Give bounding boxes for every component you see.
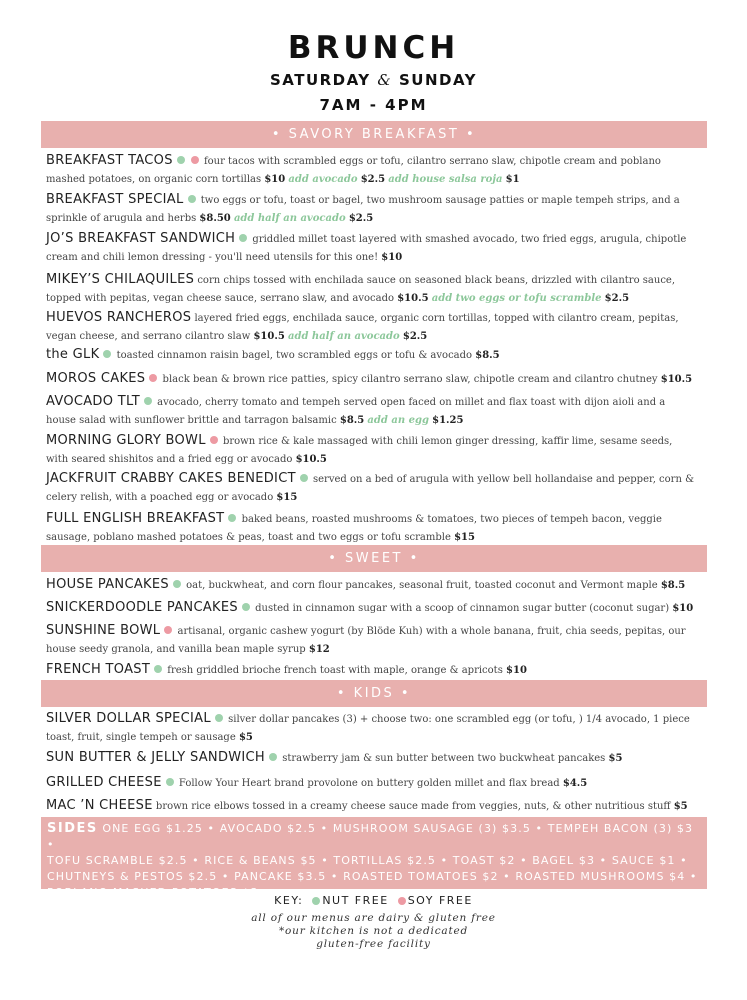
- item-name: JACKFRUIT CRABBY CAKES BENEDICT: [46, 471, 296, 486]
- item-description: corn chips tossed with enchilada sauce on seasoned black beans, drizzled with cilantro sauce, topped with pepitas, vegan cheese sauce, serrano slaw, and avocado: [46, 275, 676, 304]
- item-name: SILVER DOLLAR SPECIAL: [46, 711, 211, 726]
- item-name: MOROS CAKES: [46, 371, 146, 386]
- item-price: $15: [276, 491, 298, 503]
- menu-item-snickerdoodle-pancakes: [46, 599, 696, 618]
- item-name: SUN BUTTER & JELLY SANDWICH: [46, 750, 266, 765]
- item-price: $5: [608, 753, 623, 764]
- nut-free-icon: [177, 156, 185, 164]
- item-description: black bean & brown rice patties, spicy cilantro serrano slaw, chipotle cream and cilantro chutney: [162, 374, 658, 385]
- item-name: MORNING GLORY BOWL: [46, 433, 206, 448]
- item-name: SNICKERDOODLE PANCAKES: [46, 600, 238, 615]
- nut-free-icon: [144, 397, 152, 405]
- menu-item-french-toast: [46, 661, 696, 680]
- item-name: AVOCADO TLT: [46, 394, 140, 409]
- item-price: $10: [672, 603, 694, 614]
- item-description: served on a bed of arugula with yellow bell hollandaise and pepper, corn & celery relish, with a poached egg or avocado: [46, 474, 694, 503]
- soy-free-icon: [210, 436, 218, 444]
- item-name: BREAKFAST SPECIAL: [46, 192, 184, 207]
- sides-text: ONE EGG $1.25 • AVOCADO $2.5 • MUSHROOM SAUSAGE (3) $3.5 • TEMPEH BACON (3) $3 •: [47, 822, 694, 851]
- add-on-price: $2.5: [402, 330, 428, 342]
- item-price: $8.5: [339, 414, 365, 426]
- item-description: griddled millet toast layered with smashed avocado, two fried eggs, arugula, chipotle cream and chili lemon dressing - you'll need utensils for this one!: [46, 234, 687, 263]
- item-price: $8.5: [475, 350, 500, 361]
- add-on-label: add house salsa roja: [388, 173, 503, 185]
- menu-item-jos-breakfast-sandwich: [46, 230, 696, 266]
- item-name: MAC ’N CHEESE: [46, 798, 153, 813]
- item-name: FULL ENGLISH BREAKFAST: [46, 511, 225, 526]
- item-description: Follow Your Heart brand provolone on buttery golden millet and flax bread: [178, 778, 560, 789]
- add-on-label: add half an avocado: [233, 212, 346, 224]
- day-sunday: SUNDAY: [399, 71, 478, 89]
- item-name: HUEVOS RANCHEROS: [46, 310, 192, 325]
- day-saturday: SATURDAY: [269, 71, 371, 89]
- section-header-kids: • KIDS •: [41, 680, 707, 707]
- key-label: KEY:: [274, 894, 304, 907]
- add-on-label: add half an avocado: [287, 330, 400, 342]
- item-price: $10.5: [397, 292, 429, 304]
- menu-item-jackfruit-crabby-cakes: [46, 470, 696, 506]
- item-name: GRILLED CHEESE: [46, 775, 162, 790]
- item-description: four tacos with scrambled eggs or tofu, cilantro serrano slaw, chipotle cream and poblano mashed potatoes, on organic corn tortillas: [46, 156, 661, 185]
- nut-free-icon: [166, 778, 174, 786]
- menu-item-full-english-breakfast: [46, 510, 696, 546]
- item-description: silver dollar pancakes (3) + choose two: one scrambled egg (or tofu, ) 1/4 avocado, 1 piece toast, fruit, single tempeh or sausage: [46, 714, 690, 743]
- key-nut-free: NUT FREE: [322, 894, 389, 907]
- item-description: avocado, cherry tomato and tempeh served open faced on millet and flax toast with dijon aioli and a house salad with sunflower brittle and tarragon balsamic: [46, 397, 666, 426]
- menu-item-breakfast-tacos: [46, 152, 696, 188]
- item-description: strawberry jam & sun butter between two buckwheat pancakes: [282, 753, 606, 764]
- add-on-label: add avocado: [288, 173, 358, 185]
- menu-days: [0, 71, 747, 89]
- item-price: $10: [264, 173, 286, 185]
- nut-free-icon: [103, 350, 111, 358]
- item-price: $5: [238, 731, 253, 743]
- soy-free-icon: [149, 374, 157, 382]
- item-price: $8.5: [660, 580, 686, 591]
- add-on-label: add two eggs or tofu scramble: [431, 292, 602, 304]
- item-description: brown rice elbows tossed in a creamy cheese sauce made from veggies, nuts, & other nutritious stuff: [155, 801, 671, 812]
- nut-free-icon: [188, 195, 196, 203]
- nut-free-icon: [239, 234, 247, 242]
- note-dairy-gluten-free: all of our menus are dairy & gluten free: [251, 912, 496, 924]
- add-on-price: $1.25: [432, 414, 464, 426]
- item-price: $10: [381, 251, 403, 263]
- nut-free-icon: [215, 714, 223, 722]
- item-price: $8.50: [199, 212, 231, 224]
- nut-free-icon: [173, 580, 181, 588]
- note-kitchen: *our kitchen is not a dedicated: [278, 925, 469, 937]
- key-soy-free: SOY FREE: [407, 894, 473, 907]
- item-price: $10.5: [660, 374, 693, 385]
- nut-free-icon: [300, 474, 308, 482]
- menu-item-moros-cakes: [46, 370, 696, 389]
- menu-item-morning-glory-bowl: [46, 432, 696, 468]
- menu-item-sun-butter-jelly: [46, 749, 696, 768]
- item-description: artisanal, organic cashew yogurt (by Blöde Kuh) with a whole banana, fruit, chia seeds, pepitas, our house seedy granola, and vanilla bean maple syrup: [46, 626, 686, 655]
- add-on-price: $2.5: [604, 292, 630, 304]
- menu-item-grilled-cheese: [46, 774, 696, 793]
- item-name: BREAKFAST TACOS: [46, 153, 173, 168]
- sides-line: TOFU SCRAMBLE $2.5 • RICE & BEANS $5 • TORTILLAS $2.5 • TOAST $2 • BAGEL $3 • SAUCE $1 •: [47, 854, 688, 867]
- soy-free-icon: [191, 156, 199, 164]
- menu-hours: 7AM - 4PM: [319, 96, 428, 114]
- note-facility: gluten-free facility: [316, 938, 431, 950]
- item-price: $5: [673, 801, 688, 812]
- item-description: baked beans, roasted mushrooms & tomatoes, two pieces of tempeh bacon, veggie sausage, poblano mashed potatoes & peas, toast and two eggs or tofu scramble: [46, 514, 662, 543]
- item-name: FRENCH TOAST: [46, 662, 151, 677]
- section-header-sweet: • SWEET •: [41, 545, 707, 572]
- sides-panel: [41, 817, 707, 899]
- add-on-price: $2.5: [348, 212, 374, 224]
- add-on-label: add an egg: [367, 414, 429, 426]
- menu-item-mac-n-cheese: [46, 797, 696, 816]
- menu-item-silver-dollar-special: [46, 710, 696, 746]
- sides-line: POBLANO MASHED POTATOES $3: [47, 886, 259, 899]
- item-name: MIKEY’S CHILAQUILES: [46, 272, 195, 287]
- sides-line: [47, 821, 702, 853]
- item-name: JO’S BREAKFAST SANDWICH: [46, 231, 236, 246]
- item-name: SUNSHINE BOWL: [46, 623, 161, 638]
- item-price: $10: [506, 665, 527, 676]
- menu-item-house-pancakes: [46, 576, 696, 595]
- section-header-savory: • SAVORY BREAKFAST •: [41, 121, 707, 148]
- item-description: dusted in cinnamon sugar with a scoop of cinnamon sugar butter (coconut sugar): [255, 603, 670, 614]
- dietary-key: [0, 894, 747, 907]
- item-price: $10.5: [253, 330, 285, 342]
- nut-free-icon: [228, 514, 236, 522]
- nut-free-icon: [154, 665, 162, 673]
- menu-title: BRUNCH: [287, 30, 460, 66]
- soy-free-icon: [398, 897, 406, 905]
- item-price: $15: [454, 531, 475, 543]
- sides-line: CHUTNEYS & PESTOS $2.5 • PANCAKE $3.5 • ROASTED TOMATOES $2 • ROASTED MUSHROOMS $4 •: [47, 870, 698, 883]
- soy-free-icon: [164, 626, 172, 634]
- menu-item-avocado-tlt: [46, 393, 696, 429]
- item-description: oat, buckwheat, and corn flour pancakes, seasonal fruit, toasted coconut and Vermont maple: [186, 580, 658, 591]
- nut-free-icon: [312, 897, 320, 905]
- menu-item-sunshine-bowl: [46, 622, 696, 658]
- menu-item-huevos-rancheros: [46, 309, 696, 345]
- item-name: HOUSE PANCAKES: [46, 577, 169, 592]
- item-price: $4.5: [562, 778, 588, 789]
- item-price: $10.5: [295, 453, 327, 465]
- add-on-price: $1: [505, 173, 520, 185]
- add-on-price: $2.5: [360, 173, 386, 185]
- menu-item-the-glk: [46, 346, 696, 365]
- item-description: fresh griddled brioche french toast with maple, orange & apricots: [167, 665, 503, 676]
- nut-free-icon: [242, 603, 250, 611]
- item-description: layered fried eggs, enchilada sauce, organic corn tortillas, topped with cilantro cream, pepitas, vegan cheese, and serrano cilantro slaw: [46, 313, 679, 342]
- sides-label: SIDES: [47, 821, 98, 836]
- item-price: $12: [308, 643, 330, 655]
- item-description: brown rice & kale massaged with chili lemon ginger dressing, kaffir lime, sesame seeds, with seared shishitos and a fried egg or avocado: [46, 436, 673, 465]
- nut-free-icon: [269, 753, 277, 761]
- item-description: toasted cinnamon raisin bagel, two scrambled eggs or tofu & avocado: [116, 350, 473, 361]
- item-description: two eggs or tofu, toast or bagel, two mushroom sausage patties or maple tempeh strips, and a sprinkle of arugula and herbs: [46, 195, 680, 224]
- menu-item-breakfast-special: [46, 191, 696, 227]
- ampersand: &: [377, 71, 393, 89]
- item-name: the GLK: [46, 347, 100, 362]
- menu-item-mikeys-chilaquiles: [46, 271, 696, 307]
